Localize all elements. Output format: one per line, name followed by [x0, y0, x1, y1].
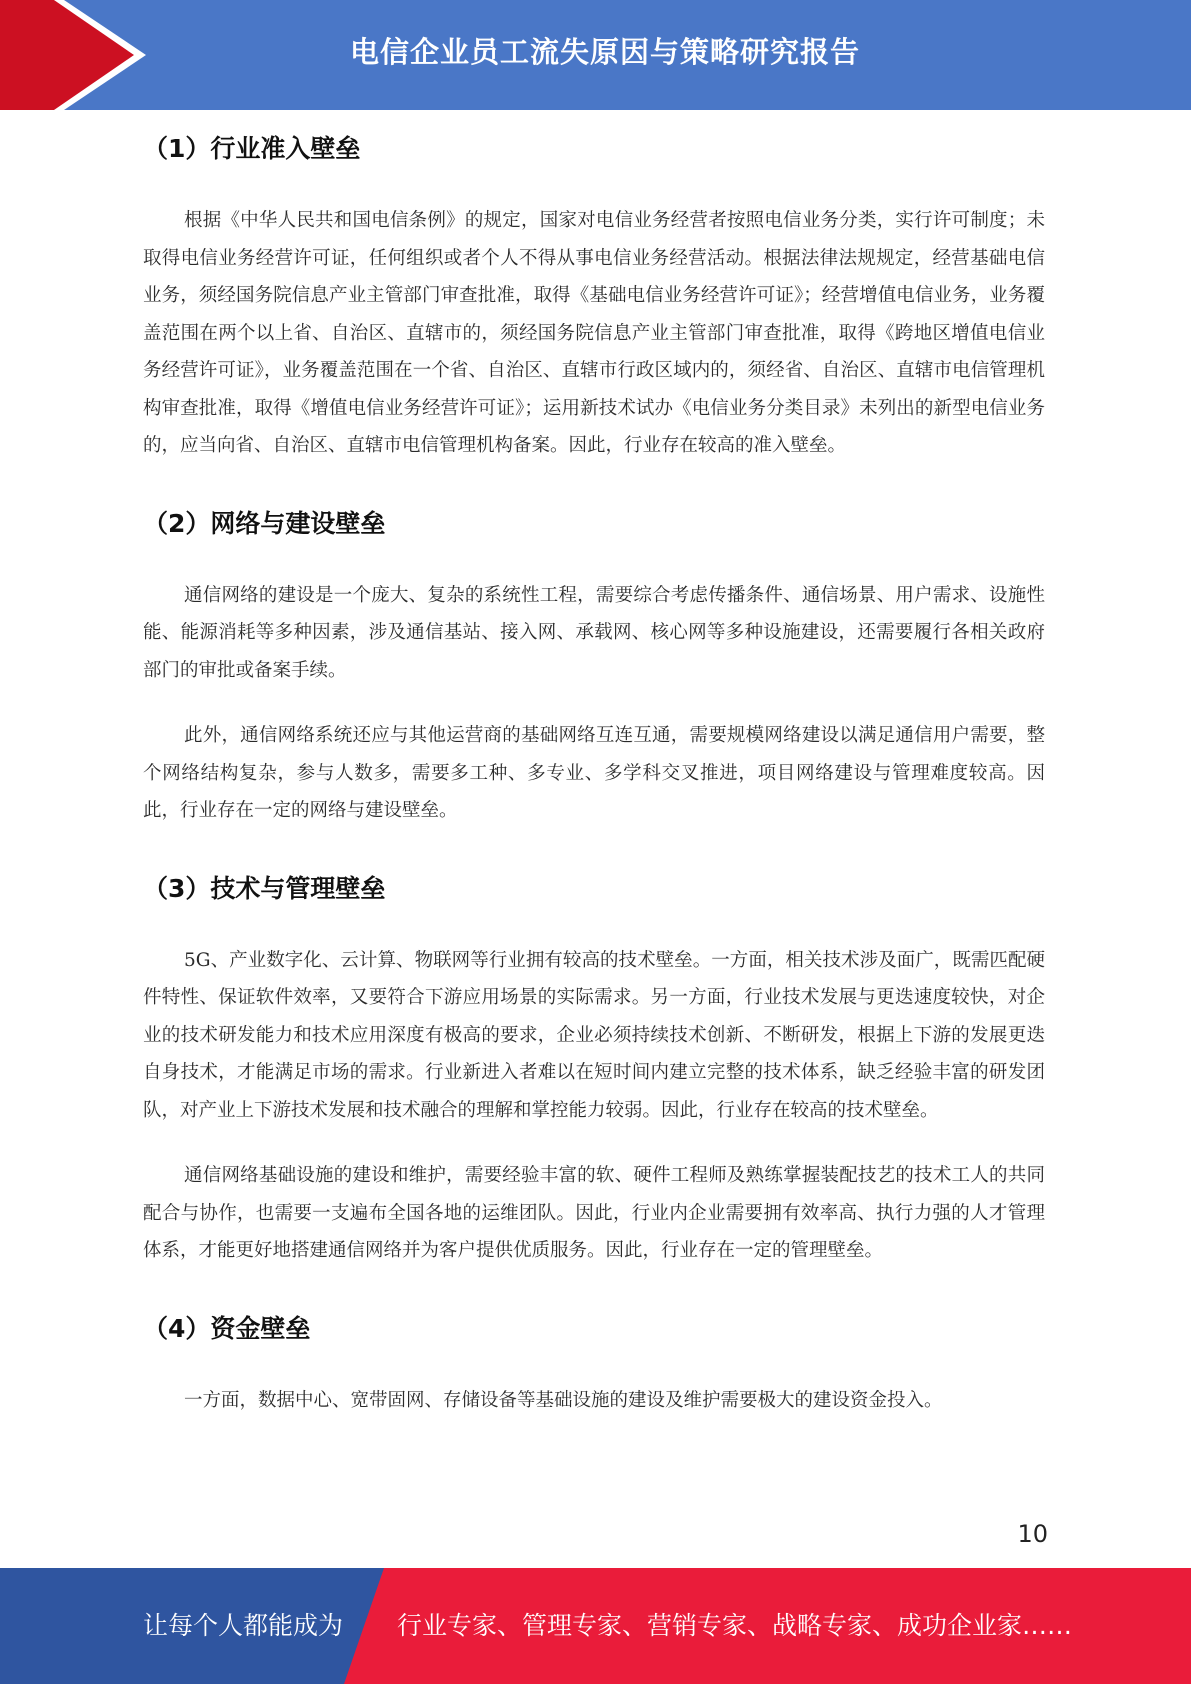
section-heading-tech-barrier: （3）技术与管理壁垒 — [143, 873, 386, 903]
section-heading-network-barrier: （2）网络与建设壁垒 — [143, 508, 386, 538]
paragraph: 通信网络的建设是一个庞大、复杂的系统性工程，需要综合考虑传播条件、通信场景、用户需求、设施性能、能源消耗等多种因素，涉及通信基站、接入网、承载网、核心网等多种设施建设，还需要履行各相关政府部门的审批或备案手续。 — [143, 584, 1045, 681]
section-heading-capital-barrier: （4）资金壁垒 — [143, 1313, 311, 1343]
page-number: 10 — [1017, 1520, 1048, 1548]
section-heading-entry-barrier: （1）行业准入壁垒 — [143, 134, 361, 163]
report-title: 电信企业员工流失原因与策略研究报告 — [349, 35, 860, 69]
footer-slogan-left: 让每个人都能成为 — [143, 1611, 344, 1640]
paragraph: 5G、产业数字化、云计算、物联网等行业拥有较高的技术壁垒。一方面，相关技术涉及面广，既需匹配硬件特性、保证软件效率，又要符合下游应用场景的实际需求。另一方面，行业技术发展与更迭速度较快，对企业的技术研发能力和技术应用深度有极高的要求，企业必须持续技术创新、不断研发，根据上下游的发展更迭自身技术，才能满足市场的需求。行业新进入者难以在短时间内建立完整的技术体系，缺乏经验丰富的研发团队，对产业上下游技术发展和技术融合的理解和掌控能力较弱。因此，行业存在较高的技术壁垒。 — [143, 949, 1045, 1121]
paragraph: 一方面，数据中心、宽带固网、存储设备等基础设施的建设及维护需要极大的建设资金投入。 — [184, 1389, 943, 1411]
paragraph: 根据《中华人民共和国电信条例》的规定，国家对电信业务经营者按照电信业务分类，实行许可制度；未取得电信业务经营许可证，任何组织或者个人不得从事电信业务经营活动。根据法律法规规定，经营基础电信业务，须经国务院信息产业主管部门审查批准，取得《基础电信业务经营许可证》；经营增值电信业务，业务覆盖范围在两个以上省、自治区、直辖市的，须经国务院信息产业主管部门审查批准，取得《跨地区增值电信业务经营许可证》，业务覆盖范围在一个省、自治区、直辖市行政区域内的，须经省、自治区、直辖市电信管理机构审查批准，取得《增值电信业务经营许可证》；运用新技术试办《电信业务分类目录》未列出的新型电信业务的，应当向省、自治区、直辖市电信管理机构备案。因此，行业存在较高的准入壁垒。 — [143, 210, 1045, 456]
page-header — [0, 0, 1191, 110]
page-footer — [0, 1568, 1191, 1684]
paragraph: 通信网络基础设施的建设和维护，需要经验丰富的软、硬件工程师及熟练掌握装配技艺的技术工人的共同配合与协作，也需要一支遍布全国各地的运维团队。因此，行业内企业需要拥有效率高、执行力强的人才管理体系，才能更好地搭建通信网络并为客户提供优质服务。因此，行业存在一定的管理壁垒。 — [143, 1165, 1045, 1261]
footer-slogan-right: 行业专家、管理专家、营销专家、战略专家、成功企业家…… — [397, 1611, 1073, 1640]
paragraph: 此外，通信网络系统还应与其他运营商的基础网络互连互通，需要规模网络建设以满足通信用户需要，整个网络结构复杂，参与人数多，需要多工种、多专业、多学科交叉推进，项目网络建设与管理难度较高。因此，行业存在一定的网络与建设壁垒。 — [143, 725, 1045, 821]
document-body — [143, 118, 1045, 1419]
